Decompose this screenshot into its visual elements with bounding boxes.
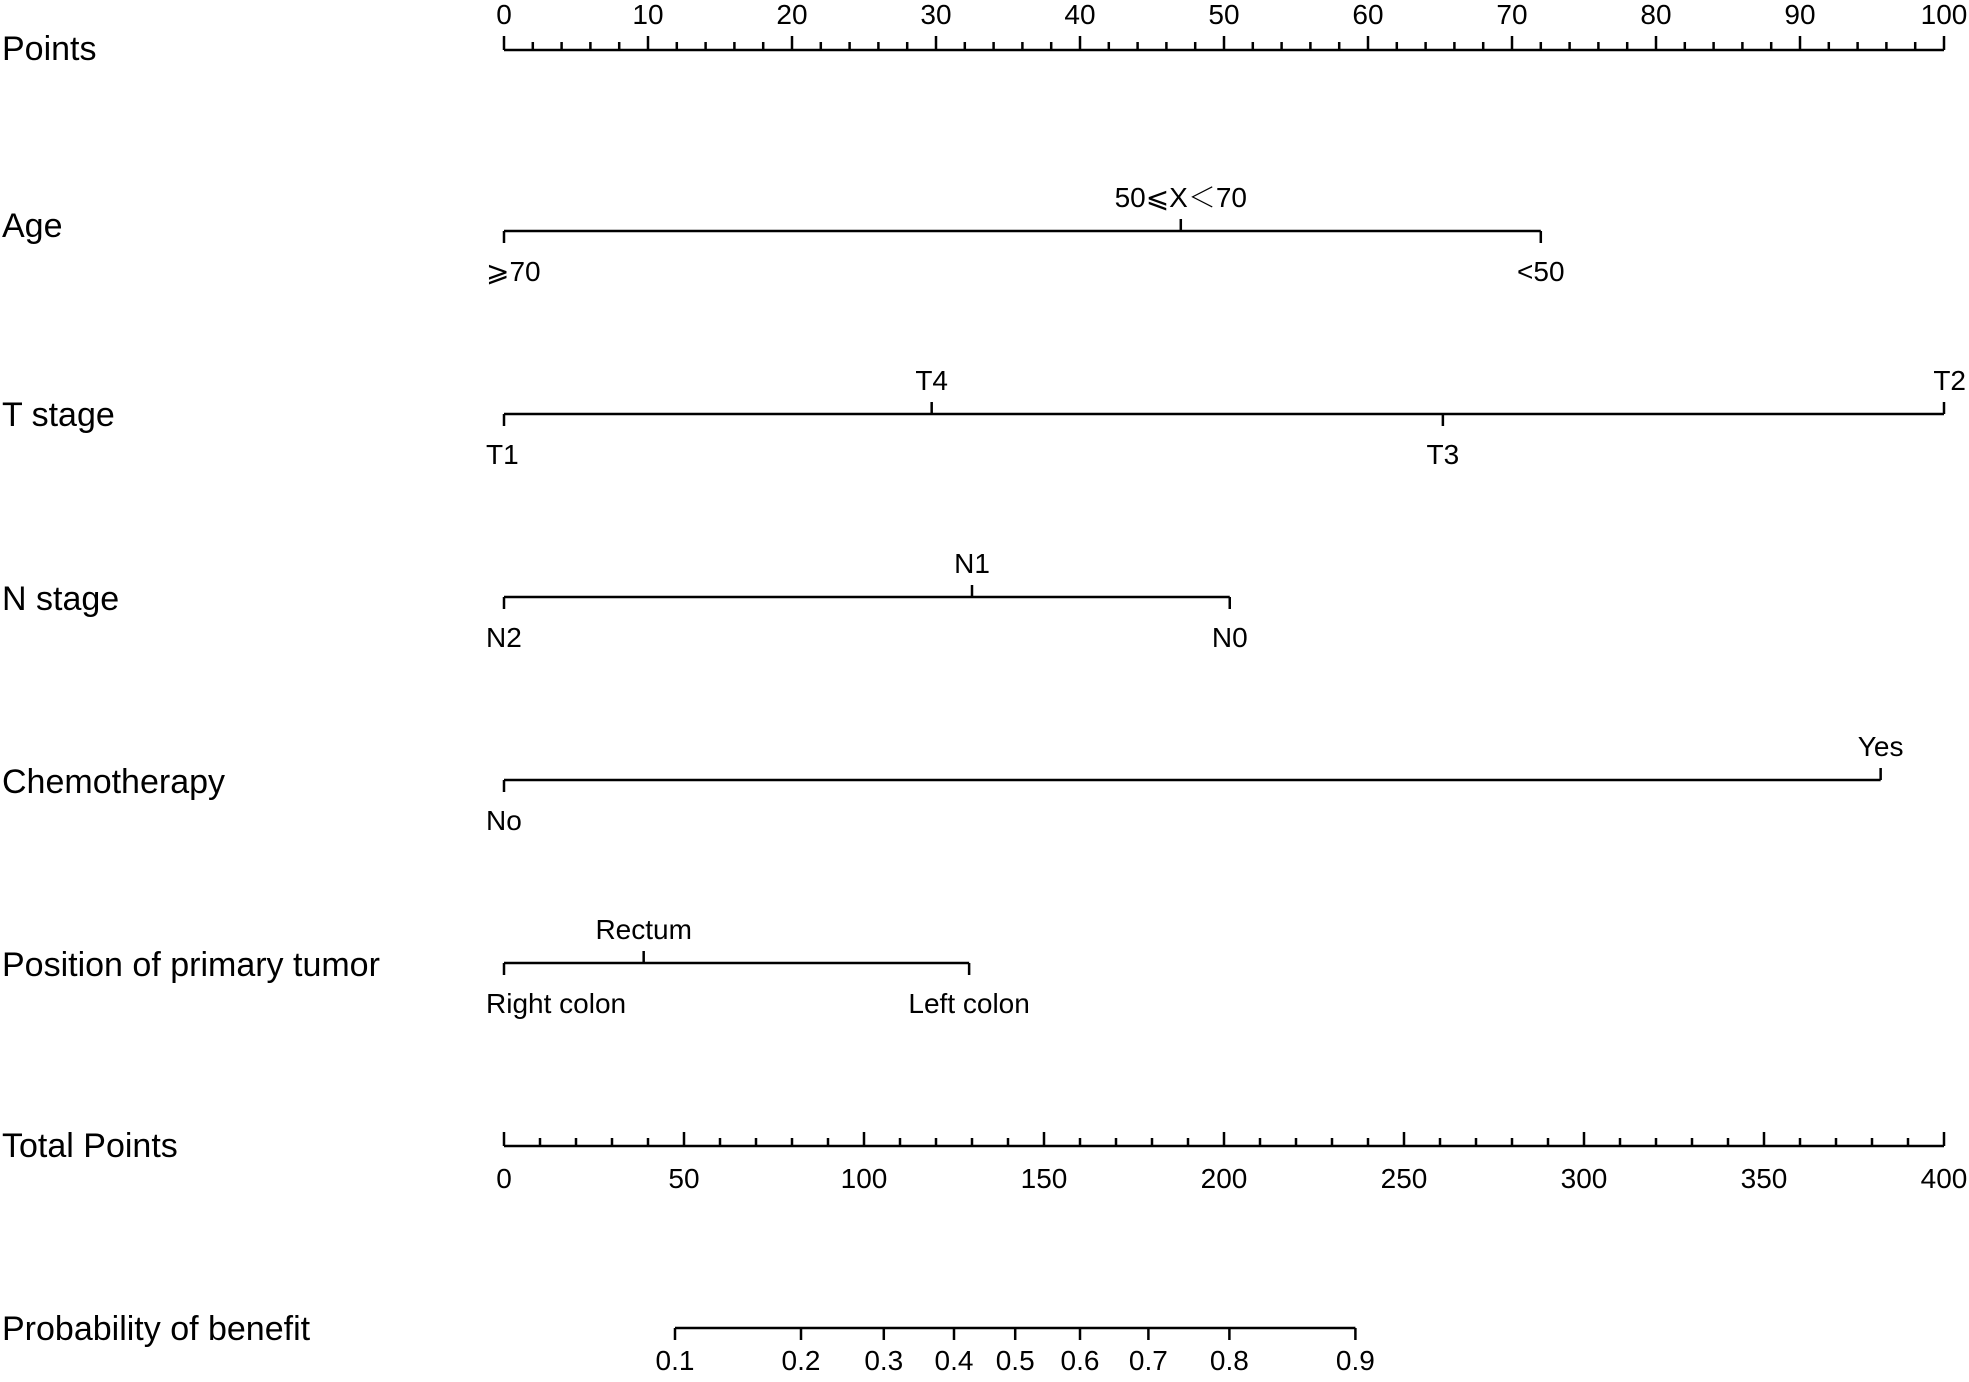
row-label-position: Position of primary tumor bbox=[2, 946, 380, 984]
prob-label-3: 0.4 bbox=[934, 1345, 974, 1376]
row-label-chemotherapy: Chemotherapy bbox=[2, 763, 226, 801]
tick-label-points-50: 50 bbox=[1208, 0, 1240, 30]
tick-label-total_points-250: 250 bbox=[1380, 1163, 1428, 1194]
row-label-total_points: Total Points bbox=[2, 1127, 178, 1165]
row-age bbox=[2, 182, 1565, 287]
level-label-t_stage-1: T4 bbox=[915, 365, 949, 396]
tick-label-total_points-200: 200 bbox=[1200, 1163, 1248, 1194]
tick-label-total_points-350: 350 bbox=[1740, 1163, 1788, 1194]
row-label-n_stage: N stage bbox=[2, 580, 120, 618]
row-points bbox=[2, 0, 1967, 68]
level-label-position-2: Left colon bbox=[908, 988, 1030, 1019]
tick-label-points-70: 70 bbox=[1496, 0, 1528, 30]
level-label-n_stage-1: N1 bbox=[954, 548, 990, 579]
tick-label-total_points-0: 0 bbox=[496, 1163, 512, 1194]
row-position bbox=[2, 914, 1030, 1019]
row-n_stage bbox=[2, 548, 1248, 653]
tick-label-points-0: 0 bbox=[496, 0, 512, 30]
prob-label-6: 0.7 bbox=[1128, 1345, 1168, 1376]
tick-label-points-80: 80 bbox=[1640, 0, 1672, 30]
level-label-t_stage-3: T2 bbox=[1933, 365, 1966, 396]
level-label-n_stage-0: N2 bbox=[486, 622, 522, 653]
row-probability bbox=[2, 1310, 1375, 1376]
level-label-t_stage-2: T3 bbox=[1426, 439, 1460, 470]
prob-label-7: 0.8 bbox=[1209, 1345, 1249, 1376]
row-label-probability: Probability of benefit bbox=[2, 1310, 311, 1348]
prob-label-4: 0.5 bbox=[995, 1345, 1035, 1376]
row-t_stage bbox=[2, 365, 1966, 470]
tick-label-points-60: 60 bbox=[1352, 0, 1384, 30]
level-label-position-1: Rectum bbox=[595, 914, 692, 945]
level-label-t_stage-0: T1 bbox=[486, 439, 519, 470]
level-label-chemotherapy-0: No bbox=[486, 805, 522, 836]
prob-label-8: 0.9 bbox=[1335, 1345, 1375, 1376]
prob-label-0: 0.1 bbox=[655, 1345, 695, 1376]
tick-label-total_points-100: 100 bbox=[840, 1163, 888, 1194]
tick-label-points-100: 100 bbox=[1920, 0, 1968, 30]
prob-label-1: 0.2 bbox=[781, 1345, 821, 1376]
level-label-age-2: <50 bbox=[1517, 256, 1565, 287]
row-chemotherapy bbox=[2, 731, 1903, 836]
prob-label-2: 0.3 bbox=[864, 1345, 904, 1376]
level-label-age-0: ⩾70 bbox=[486, 256, 541, 287]
tick-label-total_points-300: 300 bbox=[1560, 1163, 1608, 1194]
row-label-points: Points bbox=[2, 30, 97, 68]
row-label-age: Age bbox=[2, 207, 63, 245]
tick-label-total_points-150: 150 bbox=[1020, 1163, 1068, 1194]
prob-label-5: 0.6 bbox=[1060, 1345, 1100, 1376]
tick-label-points-10: 10 bbox=[632, 0, 664, 30]
level-label-position-0: Right colon bbox=[486, 988, 627, 1019]
level-label-age-1: 50⩽X＜70 bbox=[1114, 182, 1248, 213]
level-label-chemotherapy-1: Yes bbox=[1857, 731, 1904, 762]
tick-label-points-90: 90 bbox=[1784, 0, 1816, 30]
row-label-t_stage: T stage bbox=[2, 396, 115, 434]
row-total_points bbox=[2, 1127, 1967, 1194]
level-label-n_stage-2: N0 bbox=[1211, 622, 1248, 653]
tick-label-total_points-50: 50 bbox=[668, 1163, 700, 1194]
tick-label-points-30: 30 bbox=[920, 0, 952, 30]
tick-label-points-40: 40 bbox=[1064, 0, 1096, 30]
tick-label-points-20: 20 bbox=[776, 0, 808, 30]
tick-label-total_points-400: 400 bbox=[1920, 1163, 1968, 1194]
